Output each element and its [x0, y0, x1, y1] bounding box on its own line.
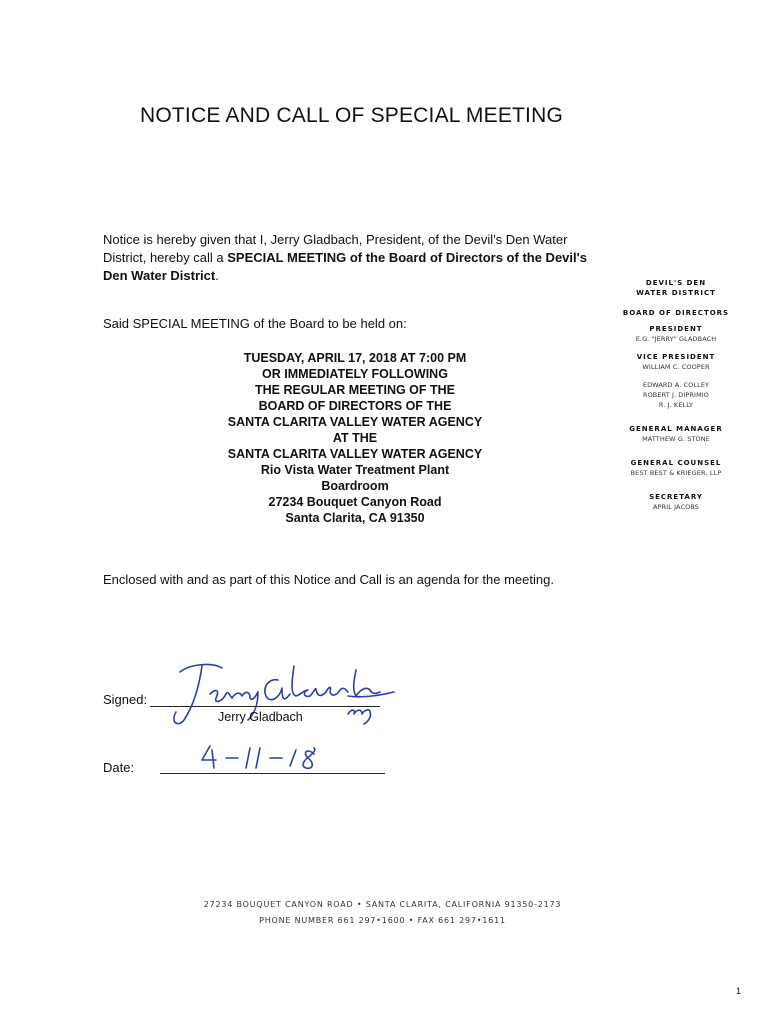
notice-paragraph	[103, 231, 603, 285]
vice-president-name: WILLIAM C. COOPER	[642, 363, 710, 371]
document-title: NOTICE AND CALL OF SPECIAL MEETING	[140, 104, 563, 127]
general-counsel-name: BEST BEST & KRIEGER, LLP	[630, 469, 722, 477]
meeting-detail-line: SANTA CLARITA VALLEY WATER AGENCY	[227, 415, 483, 429]
date-label: Date:	[103, 760, 135, 775]
letterhead-sidebar	[612, 278, 740, 520]
vice-president-heading: VICE PRESIDENT	[636, 353, 716, 361]
notice-text: Notice is hereby given that I, Jerry Gladbach, President, of the Devil's Den Water District, hereby call a	[103, 232, 568, 265]
meeting-intro-line: Said SPECIAL MEETING of the Board to be held on:	[103, 316, 407, 331]
meeting-detail-line: SANTA CLARITA VALLEY WATER AGENCY	[227, 447, 483, 461]
meeting-detail-line: OR IMMEDIATELY FOLLOWING	[262, 367, 448, 381]
secretary-heading: SECRETARY	[649, 493, 703, 501]
org-name-line2: WATER DISTRICT	[636, 289, 716, 297]
handwritten-date	[198, 742, 328, 774]
general-counsel-heading: GENERAL COUNSEL	[630, 459, 722, 467]
meeting-address-line: 27234 Bouquet Canyon Road	[268, 495, 442, 509]
footer-address: 27234 BOUQUET CANYON ROAD • SANTA CLARITA, CALIFORNIA 91350-2173	[203, 900, 562, 909]
general-manager-name: MATTHEW G. STONE	[642, 435, 710, 443]
meeting-date-line: TUESDAY, APRIL 17, 2018 AT 7:00 PM	[243, 351, 467, 365]
president-heading: PRESIDENT	[649, 325, 703, 333]
letterhead-footer	[150, 897, 615, 929]
meeting-detail-line: BOARD OF DIRECTORS OF THE	[258, 399, 452, 413]
signed-label: Signed:	[103, 692, 148, 707]
director-name: ROBERT J. DIPRIMIO	[642, 391, 710, 399]
director-name: R. J. KELLY	[658, 401, 694, 409]
director-name: EDWARD A. COLLEY	[642, 381, 710, 389]
general-manager-heading: GENERAL MANAGER	[629, 425, 723, 433]
meeting-detail-line: Rio Vista Water Treatment Plant	[260, 463, 450, 477]
page-number: 1	[736, 986, 742, 996]
meeting-detail-line: AT THE	[332, 431, 378, 445]
meeting-detail-line: Boardroom	[321, 479, 389, 493]
org-name-line1: DEVIL'S DEN	[645, 279, 707, 287]
meeting-detail-line: THE REGULAR MEETING OF THE	[255, 383, 455, 397]
president-name: E.G. "JERRY" GLADBACH	[635, 335, 717, 343]
signer-printed-name: Jerry Gladbach	[218, 710, 303, 724]
meeting-details-block	[175, 350, 535, 526]
secretary-name: APRIL JACOBS	[653, 503, 699, 511]
notice-bold-text: SPECIAL MEETING of the Board of Directors of the Devil's Den Water District	[103, 250, 587, 283]
enclosure-note: Enclosed with and as part of this Notice and Call is an agenda for the meeting.	[103, 572, 554, 587]
board-heading: BOARD OF DIRECTORS	[622, 309, 730, 317]
footer-phone: PHONE NUMBER 661 297•1600 • FAX 661 297•1611	[259, 916, 506, 925]
notice-end: .	[215, 268, 219, 283]
meeting-city-line: Santa Clarita, CA 91350	[285, 511, 425, 525]
